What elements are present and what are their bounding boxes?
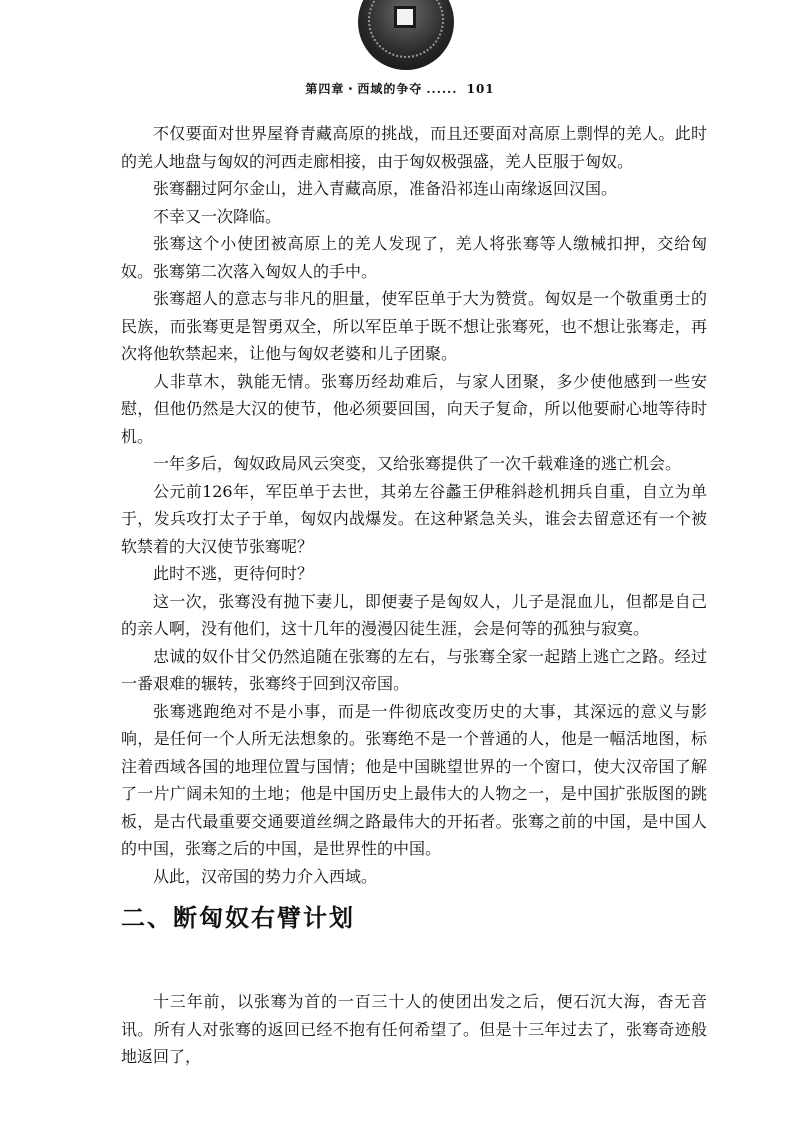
paragraph: 这一次，张骞没有抛下妻儿，即便妻子是匈奴人，儿子是混血儿，但都是自己的亲人啊，没有他们，这十几年的漫漫囚徒生涯，会是何等的孤独与寂寞。 bbox=[121, 591, 707, 638]
section-body bbox=[121, 988, 707, 1071]
paragraph: 十三年前，以张骞为首的一百三十人的使团出发之后，便石沉大海，杳无音讯。所有人对张骞的返回已经不抱有任何希望了。但是十三年过去了，张骞奇迹般地返回了， bbox=[121, 992, 707, 1066]
coin-square-hole bbox=[394, 6, 416, 28]
coin-emblem-icon bbox=[358, 0, 454, 70]
running-head bbox=[0, 80, 800, 97]
paragraph: 张骞这个小使团被高原上的羌人发现了，羌人将张骞等人缴械扣押，交给匈奴。张骞第二次落入匈奴人的手中。 bbox=[121, 234, 707, 281]
body-text bbox=[121, 120, 707, 890]
paragraph: 不仅要面对世界屋脊青藏高原的挑战，而且还要面对高原上剽悍的羌人。此时的羌人地盘与匈奴的河西走廊相接，由于匈奴极强盛，羌人臣服于匈奴。 bbox=[121, 124, 707, 171]
section-heading: 二、断匈奴右臂计划 bbox=[121, 904, 355, 932]
paragraph: 忠诚的奴仆甘父仍然追随在张骞的左右，与张骞全家一起踏上逃亡之路。经过一番艰难的辗转，张骞终于回到汉帝国。 bbox=[121, 646, 707, 693]
chapter-title: 第四章・西域的争夺 bbox=[305, 82, 423, 96]
paragraph: 张骞逃跑绝对不是小事，而是一件彻底改变历史的大事，其深远的意义与影响，是任何一个人所无法想象的。张骞绝不是一个普通的人，他是一幅活地图，标注着西域各国的地理位置与国情；他是中国眺望世界的一个窗口，使大汉帝国了解了一片广阔未知的土地；他是中国历史上最伟大的人物之一，是中国扩张版图的跳板，是古代最重要交通要道丝绸之路最伟大的开拓者。张骞之前的中国，是中国人的中国，张骞之后的中国，是世界性的中国。 bbox=[121, 701, 707, 858]
paragraph: 张骞超人的意志与非凡的胆量，使军臣单于大为赞赏。匈奴是一个敬重勇士的民族，而张骞更是智勇双全，所以军臣单于既不想让张骞死，也不想让张骞走，再次将他软禁起来，让他与匈奴老婆和儿子团聚。 bbox=[121, 289, 707, 363]
paragraph: 不幸又一次降临。 bbox=[153, 206, 282, 226]
paragraph: 人非草木，孰能无情。张骞历经劫难后，与家人团聚，多少使他感到一些安慰，但他仍然是大汉的使节，他必须要回国，向天子复命，所以他要耐心地等待时机。 bbox=[121, 371, 707, 446]
paragraph: 此时不逃，更待何时？ bbox=[153, 564, 314, 583]
paragraph: 从此，汉帝国的势力介入西域。 bbox=[153, 866, 378, 886]
page-number: 101 bbox=[466, 82, 495, 96]
paragraph: 张骞翻过阿尔金山，进入青藏高原，准备沿祁连山南缘返回汉国。 bbox=[153, 179, 618, 198]
paragraph: 公元前126年，军臣单于去世，其弟左谷蠡王伊稚斜趁机拥兵自重，自立为单于，发兵攻打太子于单，匈奴内战爆发。在这种紧急关头，谁会去留意还有一个被软禁着的大汉使节张骞呢？ bbox=[121, 481, 707, 556]
paragraph: 一年多后，匈奴政局风云突变，又给张骞提供了一次千载难逢的逃亡机会。 bbox=[153, 454, 682, 473]
leader-dots: ...... bbox=[426, 82, 458, 96]
